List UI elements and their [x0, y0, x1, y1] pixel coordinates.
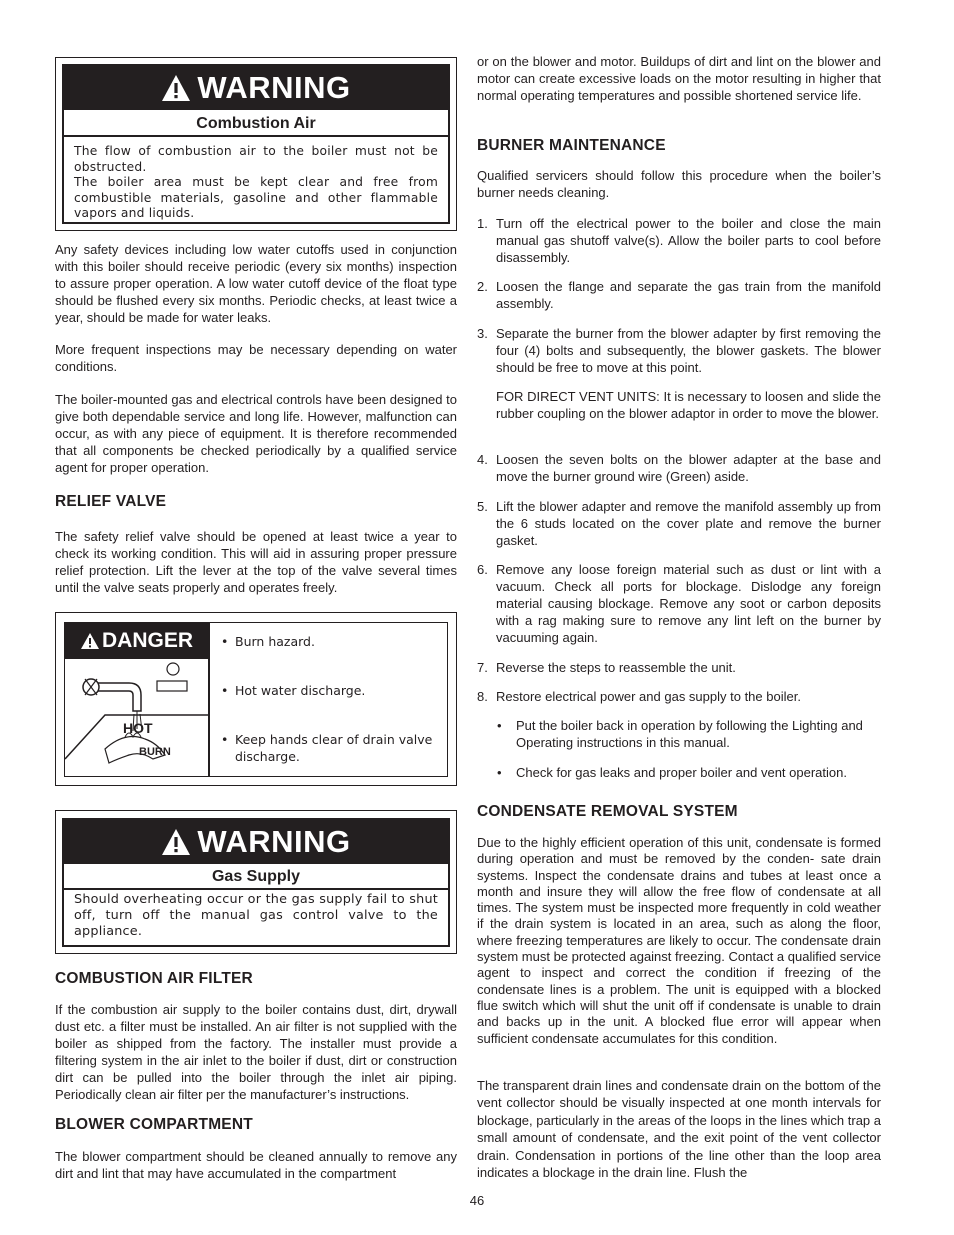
condensate-paragraph-2: The transparent drain lines and condensate drain on the bottom of the vent collector should be visually inspected at one month intervals for blockage, particularly in the areas of the loops in the lines which trap a small amount of condensate, and the exit point of the vent collector drain. Condensation in portions of the line other than the loop area indicates a blockage in the drain line. Flush the	[477, 1078, 881, 1181]
bullet-item-text: Put the boiler back in operation by following the Lighting and Operating instructions in this manual.	[516, 718, 863, 750]
warning-word: WARNING	[197, 70, 351, 105]
bullet-item-text: Check for gas leaks and proper boiler and vent operation.	[516, 765, 847, 780]
list-item-text: Remove any loose foreign material such as dust or lint with a vacuum. Check all ports for blockage. Dislodge any foreign material causing blockage. Remove any soot or carbon deposits with a rag making sure to remove any lint left on the burner by vacuuming again.	[496, 562, 881, 645]
warning-combustion-air-panel	[62, 64, 450, 224]
warning-triangle-icon	[161, 74, 191, 102]
danger-panel	[64, 622, 448, 777]
controls-paragraph: The boiler-mounted gas and electrical controls have been designed to give both dependable service and long life. However, malfunction can occur, as with any piece of equipment. It is therefore recommended that all components be checked periodically by a qualified service agent for proper operation.	[55, 392, 457, 475]
left-column	[55, 0, 457, 1235]
combustion-air-filter-paragraph: If the combustion air supply to the boiler contains dust, dirt, drywall dust etc. a filter must be installed. An air filter is not supplied with the boiler as shipped from the factory. The installer must provide a filtering system in the air inlet to the boiler if dust, dirt or construction dirt can be pulled into the boiler through the inlet air piping. Periodically clean air filter per the manufacturer’s instructions.	[55, 1002, 457, 1102]
warning-triangle-icon	[80, 632, 100, 650]
list-item-text: Loosen the seven bolts on the blower adapter at the base and move the burner ground wire (Green) aside.	[496, 452, 881, 484]
danger-item-text: Keep hands clear of drain valve discharge.	[235, 732, 433, 764]
right-column: or on the blower and motor. Buildups of dirt and lint on the blower and motor can create excessive loads on the motor resulting in higher that normal operating temperatures and possible shortened service life. BURNER MAINTENANCE Qualified servicers should follow this procedure when the boiler’s burner needs cleaning. 1. Turn off the electrical power to the boiler and close the main manual gas shutoff valve(s). Allow the boiler parts to cool before disassembly. 2. Loosen the flange and separate the gas train from the manifold assembly. 3. Separate the burner from the blower adapter by first removing the four (4) bolts and subsequently, the blower gaskets. The blower should be free to move at this point. FOR DIRECT VENT UNITS: It is necessary to loosen and slide the rubber coupling on the blower adaptor in order to move the blower. 4. Loosen the seven bolts on the blower adapter at the base and move the burner ground wire (Green) aside. 5. Lift the blower adapter and remove the manifold assembly up from the 6 studs located on the cover plate and remove the burner gasket. 6. Remove any loose foreign material such as dust or lint with a vacuum. Check all ports for blockage. Dislodge any foreign material causing blockage. Remove any soot or carbon deposits with a rag making sure to remove any lint left on the burner by vacuuming again. 7. Reverse the steps to reassemble the unit. 8. Restore electrical power and gas supply to the boiler. • Put the boiler back in operation by following the Lighting and Operating instructions in this manual. • Check for gas leaks and proper boiler and vent operation. CONDENSATE REMOVAL SYSTEM Due to the highly efficient operation of this unit, condensate is formed during operation and must be removed by the conden- sate drain systems. Inspect the condensate drains and tubes at least once a month and insure they will allow the free flow of condensate at all times. The system must be inspected more frequently in cold weather if the drain system is located in an area, such as along the floor, where freezing temperatures are likely to occur. The condensate drain system must be protected against freezing. Contact a qualified service agent to inspect and correct the condition if freezing of the condensate lines is a problem. The unit is equipped with a blocked flue switch which will shut the unit off if condensate is unable to drain and backs up in the unit. A blocked flue error will appear when sufficient condensate accumulates for this condition. The transparent drain lines and condensate drain on the bottom of the vent collector should be visually inspected at one month intervals for blockage, particularly in the areas of the loops in the lines which trap a small amount of condensate, and the exit point of the vent collector drain. Condensation in portions of the line other than the loop area indicates a blockage in the drain line. Flush the	[477, 54, 881, 1181]
list-item-text: Lift the blower adapter and remove the manifold assembly up from the 6 studs located on the cover plate and remove the burner gasket.	[496, 499, 881, 548]
relief-valve-paragraph: The safety relief valve should be opened at least twice a year to check its working condition. This will aid in assuring proper pressure relief protection. Lift the lever at the top of the valve several times until the valve seats properly and operates freely.	[55, 529, 457, 595]
danger-item: • Hot water discharge.	[221, 683, 366, 698]
hot-label: HOT	[123, 720, 153, 736]
danger-banner	[65, 623, 208, 659]
danger-divider	[208, 623, 210, 776]
blower-compartment-paragraph: The blower compartment should be cleaned annually to remove any dirt and lint that may have accumulated in the compartment	[55, 1149, 457, 1181]
warning-subtitle: Gas Supply	[64, 866, 448, 890]
list-item-text: FOR DIRECT VENT UNITS: It is necessary to loosen and slide the rubber coupling on the blower adaptor in order to move the blower.	[496, 389, 881, 421]
warning-text	[74, 144, 438, 222]
safety-devices-paragraph: Any safety devices including low water cutoffs used in conjunction with this boiler should receive periodic (every six months) inspection to assure proper operation. A low water cutoff device of the float type should be flushed every six months. Periodic checks, at least twice a year, should be made for water leaks.	[55, 242, 457, 325]
burn-label: BURN	[139, 746, 171, 758]
warning-line: The flow of combustion air to the boiler must not be obstructed.	[74, 144, 438, 174]
list-item-text: Turn off the electrical power to the boiler and close the main manual gas shutoff valve(s). Allow the boiler parts to cool before disassembly.	[496, 216, 881, 265]
condensate-paragraph-1: Due to the highly efficient operation of this unit, condensate is formed during operation and must be removed by the conden- sate drain systems. Inspect the condensate drains and tubes at least once a month and insure they will allow the free flow of condensate at all times. The system must be inspected more frequently in cold weather if the drain system is located in an area, such as along the floor, where freezing temperatures are likely to occur. The condensate drain system must be protected against freezing. Contact a qualified service agent to inspect and correct the condition if freezing of the condensate lines is a problem. The unit is equipped with a blocked flue switch which will shut the unit off if condensate is unable to drain and backs up in the unit. A blocked flue error will appear when sufficient condensate accumulates for this condition.	[477, 835, 881, 1046]
combustion-air-filter-heading: COMBUSTION AIR FILTER	[55, 970, 253, 987]
danger-item-text: Hot water discharge.	[235, 683, 366, 698]
burner-intro-paragraph: Qualified servicers should follow this procedure when the boiler’s burner needs cleaning.	[477, 168, 881, 200]
warning-line: The boiler area must be kept clear and free from combustible materials, gasoline and other flammable vapors and liquids.	[74, 175, 438, 220]
burner-maintenance-heading: BURNER MAINTENANCE	[477, 137, 666, 154]
blower-compartment-heading: BLOWER COMPARTMENT	[55, 1116, 253, 1133]
blower-continued-paragraph: or on the blower and motor. Buildups of dirt and lint on the blower and motor can create excessive loads on the motor resulting in higher that normal operating temperatures and possible shortened service life.	[477, 54, 881, 103]
warning-gas-supply-panel	[62, 818, 450, 947]
list-item-text: Restore electrical power and gas supply to the boiler.	[496, 689, 801, 704]
danger-item: • Keep hands clear of drain valve discharge.	[221, 732, 433, 764]
danger-word: DANGER	[101, 629, 193, 652]
relief-valve-heading: RELIEF VALVE	[55, 493, 167, 510]
warning-banner	[64, 820, 448, 864]
warning-triangle-icon	[161, 828, 191, 856]
warning-word: WARNING	[197, 824, 351, 859]
danger-item-text: Burn hazard.	[235, 634, 315, 649]
page-number: 46	[469, 1193, 485, 1208]
list-item-text: Separate the burner from the blower adapter by first removing the four (4) bolts and subsequently, the blower gaskets. The blower should be free to move at this point.	[496, 326, 881, 375]
burn-hazard-icon	[65, 659, 208, 776]
warning-combustion-air-box	[55, 57, 457, 231]
list-item-text: Reverse the steps to reassemble the unit.	[496, 660, 736, 675]
danger-item: • Burn hazard.	[221, 634, 315, 649]
list-item-text: Loosen the flange and separate the gas train from the manifold assembly.	[496, 279, 881, 311]
warning-gas-supply-box	[55, 810, 457, 954]
warning-banner	[64, 66, 448, 110]
danger-box	[55, 612, 457, 786]
condensate-removal-heading: CONDENSATE REMOVAL SYSTEM	[477, 803, 738, 820]
warning-text: Should overheating occur or the gas supply fail to shut off, turn off the manual gas control valve to the appliance.	[74, 892, 438, 939]
inspection-paragraph: More frequent inspections may be necessary depending on water conditions.	[55, 342, 457, 374]
warning-subtitle: Combustion Air	[64, 113, 448, 137]
